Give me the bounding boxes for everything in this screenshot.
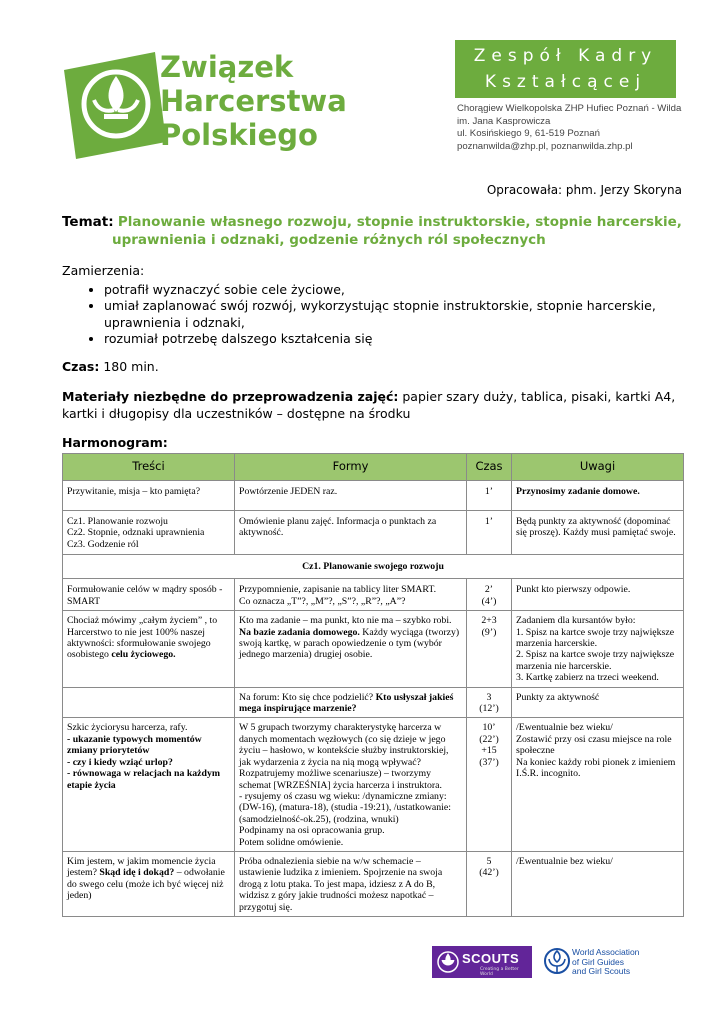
address-line: ul. Kosińskiego 9, 61-519 Poznań	[457, 128, 600, 139]
table-row	[63, 511, 684, 555]
cell-formy	[235, 579, 467, 611]
goals-label: Zamierzenia:	[62, 263, 145, 278]
logo-line-2: Harcerstwa	[160, 84, 347, 118]
goal-item: • rozumiał potrzebę dalszego kształcenia się	[104, 331, 672, 348]
cell-tresc	[63, 851, 235, 916]
czas-line: (12’)	[479, 703, 499, 715]
materials-value: papier szary duży, tablica, pisaki, kartki A4, kartki i długopisy dla uczestników – dostępne na środku	[62, 389, 676, 421]
cell-uwagi: Będą punkty za aktywność (dopominać się proszę). Każdy musi pamiętać swoje.	[512, 511, 684, 555]
wagggs-line: of Girl Guides	[572, 956, 624, 967]
cell-tresc	[63, 718, 235, 851]
address-line: poznanwilda@zhp.pl, poznanwilda.zhp.pl	[457, 140, 633, 152]
time-value: 180 min.	[103, 359, 159, 374]
cell-tresc	[63, 611, 235, 687]
cell-czas	[467, 611, 512, 687]
time-section	[62, 359, 159, 374]
cell-formy	[235, 611, 467, 687]
table-row	[63, 851, 684, 916]
header-uwagi: Uwagi	[512, 454, 684, 481]
wagggs-line: and Girl Scouts	[572, 966, 631, 976]
uwagi-line: Na koniec każdy robi pionek z imieniem I.Ś.R. incognito.	[516, 756, 676, 780]
uwagi-line: 3. Kartkę zabierz na trzeci weekend.	[516, 672, 659, 684]
cell-formy	[235, 718, 467, 851]
topic-line-1: Planowanie własnego rozwoju, stopnie instruktorskie, stopnie harcerskie,	[117, 214, 682, 230]
formy-text: Na forum: Kto się chce podzielić?	[239, 691, 376, 703]
header-czas: Czas	[467, 454, 512, 481]
trefoil-icon	[544, 946, 570, 976]
cell-uwagi: /Ewentualnie bez wieku/	[512, 851, 684, 916]
address-line: im. Jana Kasprowicza	[457, 115, 551, 127]
logo-line-1: Związek	[160, 50, 294, 84]
scouts-label: SCOUTS	[462, 951, 520, 966]
cell-uwagi: Przynosimy zadanie domowe.	[512, 481, 684, 511]
czas-line: +15	[481, 745, 497, 757]
kadra-banner	[455, 40, 676, 98]
table-row	[63, 611, 684, 687]
tresc-text: Chociaż mówimy „całym życiem” , to Harcerstwo to nie jest 100% naszej aktywności: sformułowanie swojego osobistego	[67, 615, 218, 661]
tresc-bold: - równowaga w relacjach na każdym etapie życia	[67, 768, 221, 791]
uwagi-line: /Ewentualnie bez wieku/	[516, 722, 613, 734]
header-tresci: Treści	[63, 454, 235, 481]
materials-label: Materiały niezbędne do przeprowadzenia zajęć:	[62, 389, 399, 404]
goals-list	[62, 282, 672, 348]
cell-uwagi: Punkt kto pierwszy odpowie.	[512, 579, 684, 611]
czas-line: 2’	[484, 584, 494, 596]
table-row	[63, 579, 684, 611]
goals-section	[62, 263, 672, 348]
czas-line: 10’	[482, 722, 496, 734]
czas-line: (42’)	[479, 867, 499, 879]
cell-uwagi	[512, 611, 684, 687]
wagggs-line: World Association	[572, 947, 640, 957]
table-row	[63, 481, 684, 511]
czas-line: 2+3	[481, 615, 497, 627]
formy-bold: Kto usłyszał jakieś mega inspirujące marzenie?	[239, 691, 454, 715]
cell-tresc: Przywitanie, misja – kto pamięta?	[63, 481, 235, 511]
time-label: Czas:	[62, 359, 100, 374]
formy-line: - rysujemy oś czasu wg wieku: /dynamiczne zmiany: (DW-16), (matura-18), (studia -19:21), /ustatkowanie: (samodzielność-ok.25), (rodzina, wnuki)	[239, 790, 451, 825]
cell-czas	[467, 687, 512, 718]
uwagi-line: 1. Spisz na kartce swoje trzy największe marzenia harcerskie.	[516, 626, 675, 650]
uwagi-line: 2. Spisz na kartce swoje trzy największe marzenia nie harcerskie.	[516, 649, 675, 672]
cell-tresc	[63, 687, 235, 718]
scouts-tagline: Creating a Better World	[480, 967, 519, 977]
formy-line: W 5 grupach tworzymy charakterystykę harcerza w danych momentach węzłowych (co się dzieje w jego życiu – hasłowo, w kontekście służby instruktorskiej, jak wydarzenia z życia na nią mogą wpływać?	[239, 722, 449, 768]
logo-line-3: Polskiego	[160, 118, 318, 152]
tresc-line: Szkic życiorysu harcerza, rafy.	[67, 722, 188, 734]
tresc-bold: - ukazanie typowych momentów zmiany priorytetów	[67, 733, 202, 757]
cell-czas: 1’	[467, 481, 512, 511]
formy-bold: Na bazie zadania domowego.	[239, 626, 360, 638]
tresc-text: Kim jestem, w jakim momencie życia jestem?	[67, 855, 216, 879]
cell-czas: 1’	[467, 511, 512, 555]
czas-line: (22’)	[479, 733, 499, 745]
cell-tresc: Formułowanie celów w mądry sposób - SMART	[63, 579, 235, 611]
cell-formy	[235, 687, 467, 718]
address-line: Chorągiew Wielkopolska ZHP Hufiec Poznań - Wilda	[457, 103, 682, 114]
cell-formy: Próba odnalezienia siebie na w/w schemacie – ustawienie ludzika z imieniem. Spojrzenie na swoja drogą z lotu ptaka. To jest mapa, idziesz z A do B, widzisz z góry jakie trudności możesz napotkać – przygotuj się.	[235, 851, 467, 916]
formy-line: Rozpatrujemy możliwe scenariusze) – tworzymy schemat [WRZEŚNIA] życia harcerza i instruktora.	[239, 768, 442, 791]
cell-uwagi	[512, 718, 684, 851]
tresc-bold: - czy i kiedy wziąć urlop?	[67, 756, 173, 768]
author-line: Opracowała: phm. Jerzy Skoryna	[486, 183, 682, 197]
tresc-bold: celu życiowego.	[111, 649, 176, 661]
formy-line: Potem solidne omówienie.	[239, 836, 344, 848]
topic-label: Temat:	[62, 214, 114, 230]
header-formy: Formy	[235, 454, 467, 481]
tresc-text: – odwołanie do swego celu (może ich być więcej niż jeden)	[67, 867, 225, 902]
cell-czas	[467, 579, 512, 611]
czas-line: (9’)	[481, 626, 497, 638]
footer-logos	[432, 946, 684, 978]
cell-uwagi: Punkty za aktywność	[512, 687, 684, 718]
table-header-row	[63, 454, 684, 481]
uwagi-line: Zostawić przy osi czasu miejsce na role społeczne	[516, 733, 672, 757]
formy-text: Każdy wyciąga (tworzy) swoją kartkę, w parach opowiedzenie o tym (wybór jednego marzenia) drugiej osobie.	[239, 626, 460, 661]
schedule-label: Harmonogram:	[62, 435, 168, 450]
table-row	[63, 718, 684, 851]
part-line: Cz2. Stopnie, odznaki uprawnienia	[67, 527, 205, 539]
cell-formy: Powtórzenie JEDEN raz.	[235, 481, 467, 511]
uwagi-line: Zadaniem dla kursantów było:	[516, 615, 636, 627]
schedule-table	[62, 453, 684, 917]
formy-line: Podpinamy na osi opracowania grup.	[239, 825, 385, 837]
part-line: Cz1. Planowanie rozwoju	[67, 516, 168, 527]
cell-formy: Omówienie planu zajęć. Informacja o punktach za aktywność.	[235, 511, 467, 555]
address-block	[457, 103, 681, 153]
scouts-logo	[432, 946, 532, 978]
czas-line: 5	[486, 855, 492, 867]
formy-line: Co oznacza „T”?, „M”?, „S”?, „R”?, „A”?	[239, 595, 406, 607]
goal-item: • umiał zaplanować swój rozwój, wykorzystując stopnie instruktorskie, stopnie harcerskie, uprawnienia i odznaki,	[104, 298, 672, 331]
cell-czas	[467, 851, 512, 916]
materials-section	[62, 388, 677, 422]
tresc-bold: Skąd idę i dokąd?	[99, 867, 175, 879]
wagggs-logo	[544, 946, 640, 980]
topic-line-2: uprawnienia i odznaki, godzenie różnych ról społecznych	[112, 232, 546, 248]
wagggs-text	[572, 948, 682, 977]
czas-line: (4’)	[481, 595, 497, 607]
formy-line: Kto ma zadanie – ma punkt, kto nie ma – szybko robi.	[239, 615, 452, 627]
part-line: Cz3. Godzenie ról	[67, 538, 139, 550]
table-row	[63, 687, 684, 718]
cell-czas	[467, 718, 512, 851]
czas-line: (37’)	[479, 756, 499, 768]
topic	[62, 213, 682, 249]
kadra-line-1: Zespół Kadry	[473, 46, 658, 66]
fleur-de-lis-icon	[436, 950, 460, 974]
formy-line: Przypomnienie, zapisanie na tablicy liter SMART.	[239, 584, 437, 596]
zhp-logo	[60, 40, 350, 160]
section-title: Cz1. Planowanie swojego rozwoju	[63, 555, 684, 579]
section-row	[63, 555, 684, 579]
goal-item: • potrafił wyznaczyć sobie cele życiowe,	[104, 282, 672, 299]
czas-line: 3	[486, 691, 492, 703]
kadra-line-2: Kształcącej	[484, 72, 647, 92]
cell-tresc	[63, 511, 235, 555]
